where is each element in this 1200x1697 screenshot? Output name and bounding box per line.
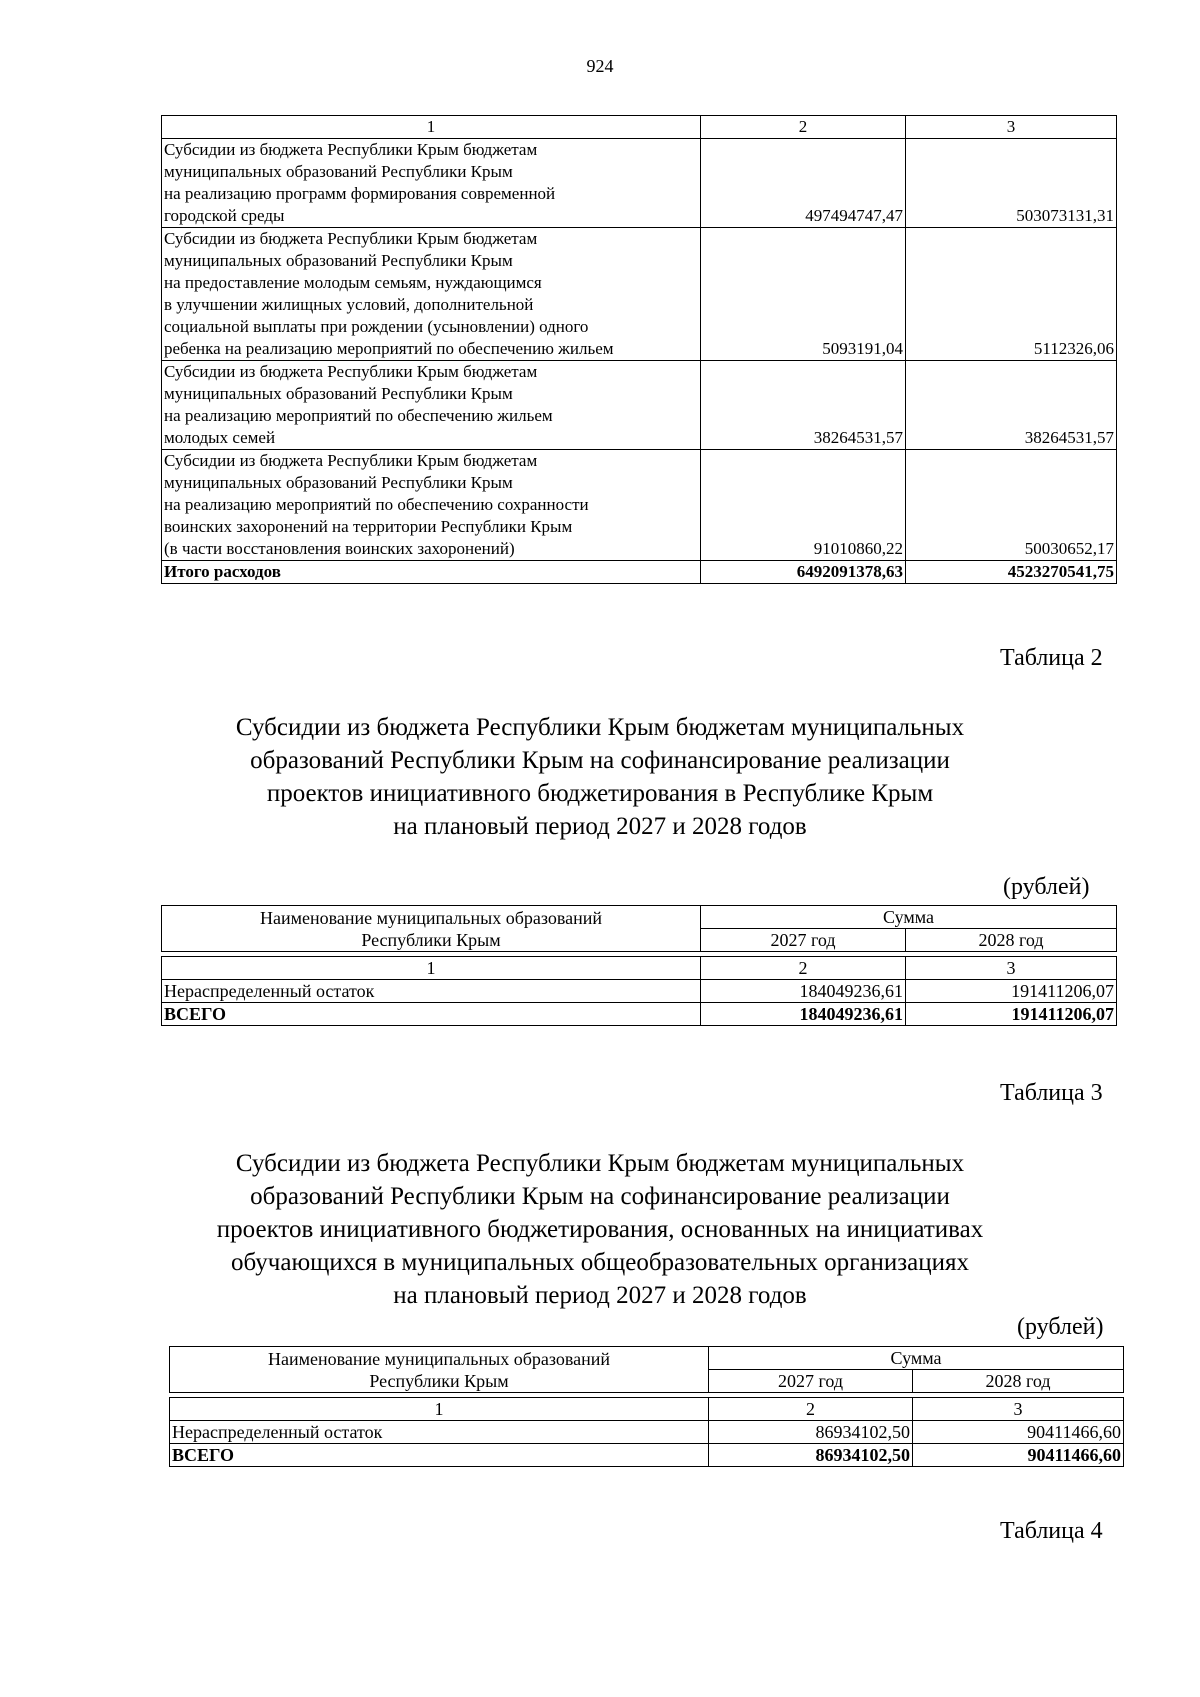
header-row: [170, 1347, 1124, 1370]
row-name: Субсидии из бюджета Республики Крым бюджетам муниципальных образований Республики Крым на предоставление молодым семьям, нуждающимся в улучшении жилищных условий, дополнительной социальной выплаты при рождении (усыновлении) одного ребенка на реализацию мероприятий по обеспечению жильем: [162, 228, 701, 361]
head-sum: Сумма: [709, 1347, 1124, 1370]
table-row: [162, 228, 1117, 361]
column-number: 2: [701, 957, 906, 980]
table-row: [170, 1421, 1124, 1444]
table-2: [161, 905, 1117, 1026]
total-2027: 6492091378,63: [701, 561, 906, 584]
head-sum: Сумма: [701, 906, 1117, 929]
column-number: 3: [906, 957, 1117, 980]
value-2028: 38264531,57: [906, 361, 1117, 450]
table-3-title: Субсидии из бюджета Республики Крым бюджетам муниципальных образований Республики Крым на софинансирование реализации проектов инициативного бюджетирования, основанных на инициативах обучающихся в муниципальных общеобразовательных организациях на плановый период 2027 и 2028 годов: [216, 1150, 984, 1309]
total-2027: 86934102,50: [709, 1444, 913, 1467]
column-number: 1: [162, 957, 701, 980]
column-number-row: [162, 957, 1117, 980]
total-row: [162, 1003, 1117, 1026]
table-row: [162, 980, 1117, 1003]
table-row: [162, 361, 1117, 450]
total-row: [162, 561, 1117, 584]
value-2028: 191411206,07: [906, 980, 1117, 1003]
total-label: ВСЕГО: [162, 1003, 701, 1026]
column-number: 2: [701, 116, 906, 139]
table-3-units: (рублей): [1017, 1314, 1104, 1340]
value-2028: 90411466,60: [913, 1421, 1124, 1444]
header-row: [162, 906, 1117, 929]
value-2027: 5093191,04: [701, 228, 906, 361]
head-year-2028: 2028 год: [906, 929, 1117, 952]
value-2027: 497494747,47: [701, 139, 906, 228]
column-number-row: [170, 1398, 1124, 1421]
head-year-2027: 2027 год: [701, 929, 906, 952]
total-2028: 4523270541,75: [906, 561, 1117, 584]
row-name: Нераспределенный остаток: [162, 980, 701, 1003]
table-3: [169, 1346, 1124, 1467]
total-2027: 184049236,61: [701, 1003, 906, 1026]
total-label: ВСЕГО: [170, 1444, 709, 1467]
head-name: Наименование муниципальных образований Республики Крым: [162, 906, 701, 952]
column-number: 1: [170, 1398, 709, 1421]
row-name: Субсидии из бюджета Республики Крым бюджетам муниципальных образований Республики Крым на реализацию мероприятий по обеспечению сохранности воинских захоронений на территории Республики Крым (в части восстановления воинских захоронений): [162, 450, 701, 561]
value-2027: 38264531,57: [701, 361, 906, 450]
table-2-units: (рублей): [1003, 874, 1090, 900]
head-year-2027: 2027 год: [709, 1370, 913, 1393]
head-name: Наименование муниципальных образований Республики Крым: [170, 1347, 709, 1393]
column-number: 3: [906, 116, 1117, 139]
table-row: [162, 139, 1117, 228]
row-name: Субсидии из бюджета Республики Крым бюджетам муниципальных образований Республики Крым на реализацию мероприятий по обеспечению жильем молодых семей: [162, 361, 701, 450]
value-2028: 503073131,31: [906, 139, 1117, 228]
head-year-2028: 2028 год: [913, 1370, 1124, 1393]
table-3-label: Таблица 3: [1000, 1080, 1103, 1106]
column-number: 3: [913, 1398, 1124, 1421]
column-number-row: [162, 116, 1117, 139]
column-number: 2: [709, 1398, 913, 1421]
value-2028: 50030652,17: [906, 450, 1117, 561]
value-2027: 184049236,61: [701, 980, 906, 1003]
total-label: Итого расходов: [162, 561, 701, 584]
value-2027: 86934102,50: [709, 1421, 913, 1444]
table-2-title: Субсидии из бюджета Республики Крым бюджетам муниципальных образований Республики Крым на софинансирование реализации проектов инициативного бюджетирования в Республике Крым на плановый период 2027 и 2028 годов: [235, 714, 965, 840]
value-2027: 91010860,22: [701, 450, 906, 561]
row-name: Субсидии из бюджета Республики Крым бюджетам муниципальных образований Республики Крым на реализацию программ формирования современной городской среды: [162, 139, 701, 228]
table-row: [162, 450, 1117, 561]
total-2028: 90411466,60: [913, 1444, 1124, 1467]
row-name: Нераспределенный остаток: [170, 1421, 709, 1444]
page-number: 924: [586, 56, 614, 76]
total-2028: 191411206,07: [906, 1003, 1117, 1026]
total-row: [170, 1444, 1124, 1467]
column-number: 1: [162, 116, 701, 139]
table-4-label: Таблица 4: [1000, 1518, 1103, 1544]
value-2028: 5112326,06: [906, 228, 1117, 361]
table-2-label: Таблица 2: [1000, 645, 1103, 671]
continuation-table: [161, 115, 1117, 584]
